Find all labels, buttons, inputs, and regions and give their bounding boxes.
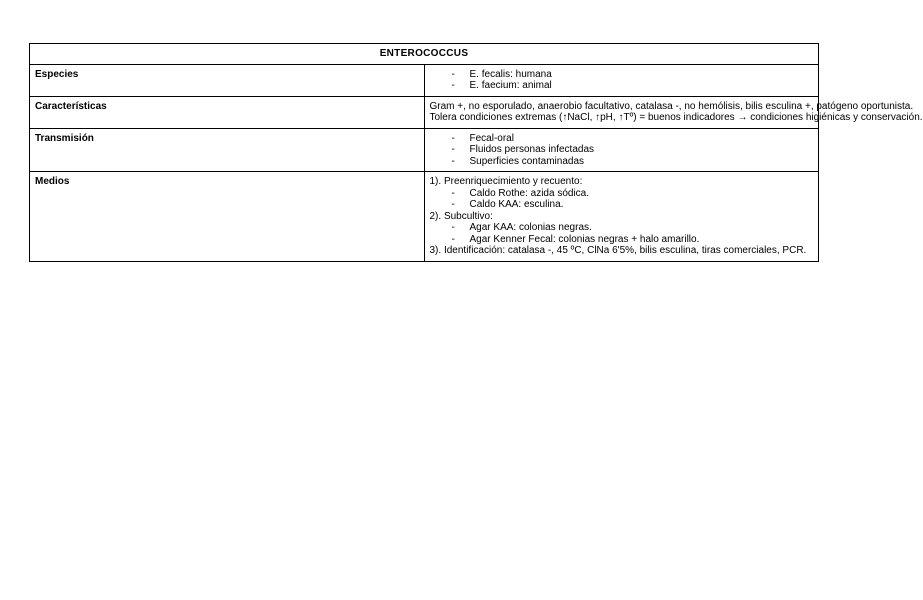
list-item: - Agar Kenner Fecal: colonias negras + halo amarillo. bbox=[451, 233, 700, 245]
table-row-medios bbox=[30, 172, 819, 262]
row-content-especies bbox=[424, 64, 819, 96]
table-title: ENTEROCOCCUS bbox=[30, 44, 819, 65]
text-line: Tolera condiciones extremas (↑NaCl, ↑pH, ↑Tº) = buenos indicadores → condiciones higiénicas y conservación. bbox=[429, 112, 923, 123]
step-heading: 3). Identificación: catalasa -, 45 ºC, ClNa 6'5%, bilis esculina, tiras comerciales, PCR. bbox=[429, 245, 807, 256]
list-item: - E. faecium: animal bbox=[451, 80, 552, 91]
row-label-especies: Especies bbox=[30, 64, 425, 96]
enterococcus-table bbox=[29, 43, 923, 262]
step-heading: 1). Preenriquecimiento y recuento: bbox=[429, 176, 583, 187]
list-item: - Fecal-oral bbox=[451, 132, 514, 144]
list-item: - Superficies contaminadas bbox=[451, 155, 585, 167]
row-label-caracteristicas: Características bbox=[30, 96, 425, 128]
row-label-transmision: Transmisión bbox=[30, 128, 425, 172]
table-row-transmision bbox=[30, 128, 819, 172]
list-item: - Caldo Rothe: azida sódica. bbox=[451, 187, 590, 199]
title-row bbox=[30, 44, 819, 65]
list-item: - E. fecalis: humana bbox=[451, 68, 552, 80]
list-item: - Agar KAA: colonias negras. bbox=[451, 222, 592, 233]
list-item: - Caldo KAA: esculina. bbox=[451, 199, 564, 210]
row-label-medios: Medios bbox=[30, 172, 425, 262]
row-content-medios bbox=[424, 172, 819, 262]
step-heading: 2). Subcultivo: bbox=[429, 210, 493, 222]
table-row-caracteristicas bbox=[30, 96, 819, 128]
row-content-transmision bbox=[424, 128, 819, 172]
table-row-especies bbox=[30, 64, 819, 96]
row-content-caracteristicas bbox=[424, 96, 923, 128]
text-line: Gram +, no esporulado, anaerobio facultativo, catalasa -, no hemólisis, bilis esculina +, patógeno oportunista. bbox=[429, 100, 914, 112]
list-item: - Fluidos personas infectadas bbox=[451, 144, 595, 155]
